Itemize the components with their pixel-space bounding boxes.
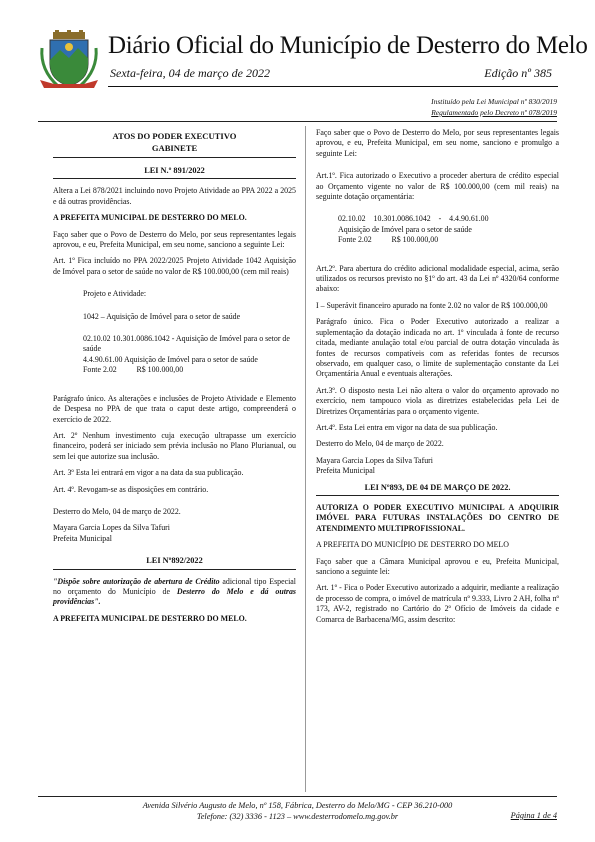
law-892-dotation-2: Aquisição de Imóvel para o setor de saúde — [338, 224, 472, 234]
law-892-ementa-c: Desterro do Melo e dá outras providências". — [53, 586, 296, 607]
law-891-place-date: Desterro do Melo, 04 de março de 2022. — [53, 506, 181, 516]
law-892-intro: Faço saber que o Povo de Desterro do Melo, por seus representantes legais aprovou, e eu, Prefeita Municipal, em seu nome, sanciono e promulgo a seguinte Lei: — [316, 128, 559, 158]
footer-contact[interactable]: Telefone: (32) 3336 - 1123 – www.desterrodomelo.mg.gov.br — [196, 812, 399, 821]
institution-decree: Regulamentado pelo Decreto nº 078/2019 — [431, 108, 557, 117]
content-top-divider — [38, 121, 557, 122]
left-column — [53, 128, 296, 630]
law-891-dotation-1: 02.10.02 10.301.0086.1042 - Aquisição de Imóvel para o setor de saúde — [83, 334, 290, 354]
law-892-prefeitura: A PREFEITA MUNICIPAL DE DESTERRO DO MELO. — [53, 613, 247, 623]
law-892-dotation-1: 02.10.02 10.301.0086.1042 - 4.4.90.61.00 — [338, 214, 489, 224]
law-892-title: LEI Nº892/2022 — [53, 556, 296, 569]
institution-law: Instituído pela Lei Municipal nº 830/2019 — [431, 97, 557, 106]
law-892-ementa-b: adicional tipo Especial no orçamento do Município de — [53, 576, 296, 596]
law-892-place-date: Desterro do Melo, 04 de março de 2022. — [316, 439, 444, 449]
law-892-ementa-a: "Dispõe sobre autorização de abertura de Crédito — [53, 576, 220, 586]
law-893-prefeitura: A PREFEITA DO MUNICÍPIO DE DESTERRO DO MELO — [316, 540, 509, 550]
law-891-art4: Art. 4º. Revogam-se as disposições em contrário. — [53, 484, 209, 494]
law-893-ementa: AUTORIZA O PODER EXECUTIVO MUNICIPAL A ADQUIRIR IMÓVEL PARA FUTURAS INSTALAÇÕES DO CENTRO DE ATENDIMENTO MULTIPROFISSIONAL. — [316, 502, 559, 533]
law-891-art1: Art. 1º Fica incluído no PPA 2022/2025 Projeto Atividade 1042 Aquisição de Imóvel para o setor de saúde no valor de R$ 100.000,00 (cem mil reais) — [53, 256, 296, 276]
right-column — [316, 128, 559, 631]
law-891-signatory: Mayara Garcia Lopes da Silva Tafuri — [53, 523, 170, 533]
law-892-signatory: Mayara Garcia Lopes da Silva Tafuri — [316, 455, 433, 465]
issue-edition: Edição nº 385 — [484, 66, 552, 80]
column-divider — [305, 126, 306, 792]
law-893-title: LEI Nº893, DE 04 DE MARÇO DE 2022. — [316, 483, 559, 496]
law-891-ementa: Altera a Lei 878/2021 incluindo novo Projeto Atividade ao PPA 2022 a 2025 e dá outras providências. — [53, 186, 296, 206]
header-divider — [108, 86, 558, 87]
municipal-coat-of-arms-icon — [38, 30, 100, 90]
law-892-art3: Art.3º. O disposto nesta Lei não altera o valor do orçamento aprovado no exercício, nem tampouco viola as diretrizes estabelecidas pela Lei de Diretrizes Orçamentárias para o orçamento vigente. — [316, 385, 559, 416]
law-892-signatory-role: Prefeita Municipal — [316, 466, 375, 476]
law-891-project-item: 1042 – Aquisição de Imóvel para o setor de saúde — [83, 311, 241, 321]
page-number: Página 1 de 4 — [510, 811, 557, 820]
law-892-art2-item: I – Superávit financeiro apurado na fonte 2.02 no valor de R$ 100.000,00 — [316, 300, 548, 310]
law-892-art2: Art.2º. Para abertura do crédito adicional modalidade especial, acima, serão utilizados os recursos previsto no §1º do art. 43 da Lei nº 4320/64 conforme abaixo: — [316, 263, 559, 294]
section-heading — [53, 130, 296, 158]
law-891-dotation-2: 4.4.90.61.00 Aquisição de Imóvel para o setor de saúde — [83, 354, 258, 364]
issue-date: Sexta-feira, 04 de março de 2022 — [110, 66, 270, 80]
law-892-paragraph: Parágrafo único. Fica o Poder Executivo autorizado a realizar a suplementação da dotação indicada no art. 1º vinculada à fonte de recurso citada, mediante anulação total e/ou parcial de outra dotação vinculada às fontes de recursos compatíveis com as referidas fontes de recursos observado, em qualquer caso, o limite de suplementação constante da Lei Orçamentária Anual e eventuais alterações. — [316, 317, 559, 379]
law-891-title: LEI N.º 891/2022 — [53, 166, 296, 179]
law-892-art4: Art.4º. Esta Lei entra em vigor na data de sua publicação. — [316, 422, 498, 432]
law-893-intro: Faço saber que a Câmara Municipal aprovou e eu, Prefeita Municipal, sanciono a seguinte lei: — [316, 556, 559, 576]
law-891-prefeitura: A PREFEITA MUNICIPAL DE DESTERRO DO MELO. — [53, 213, 247, 223]
law-892-ementa — [53, 577, 296, 608]
law-892-art1: Art.1º. Fica autorizado o Executivo a proceder abertura de crédito especial ao Orçamento vigente no valor de R$ 100.000,00 (cem mil reais) na seguinte dotação orçamentária: — [316, 171, 559, 202]
newspaper-title: Diário Oficial do Município de Desterro do Melo — [108, 32, 588, 59]
masthead — [38, 22, 588, 100]
page-footer — [38, 796, 557, 822]
law-891-art3: Art. 3º Esta lei entrará em vigor a na data da sua publicação. — [53, 468, 244, 478]
law-891-signatory-role: Prefeita Municipal — [53, 533, 112, 543]
section-title: ATOS DO PODER EXECUTIVO — [112, 131, 237, 141]
law-891-art2: Art. 2º Nenhum investimento cuja execução ultrapasse um exercício financeiro, poderá ser iniciado sem prévia inclusão no Plano Plurianual, ou sem lei que autorize sua inclusão. — [53, 430, 296, 461]
law-891-intro: Faço saber que o Povo de Desterro do Melo, por seus representantes legais aprovou, e eu, Prefeita Municipal, em seu nome, sanciono a seguinte Lei: — [53, 229, 296, 250]
footer-address: Avenida Silvério Augusto de Melo, nº 158, Fábrica, Desterro do Melo/MG - CEP 36.210-000 — [142, 801, 453, 810]
section-subtitle: GABINETE — [151, 143, 198, 153]
law-891-paragraph: Parágrafo único. As alterações e inclusões de Projeto Atividade e Elemento de Despesa no PPA de que trata o caput deste artigo, compreenderá o exercício de 2022. — [53, 393, 296, 424]
law-893-art1: Art. 1º - Fica o Poder Executivo autorizado a adquirir, mediante a realização de processo de compra, o imóvel de matrícula nº 9.333, Livro 2 AH, folha nº 173, AV-2, registrado no Cartório do 2º Ofício de Imóveis da cidade e Comarca de Barbacena/MG, assim descrito: — [316, 583, 559, 624]
institution-note — [431, 96, 557, 118]
law-891-project-heading: Projeto e Atividade: — [83, 289, 147, 299]
law-891-dotation-3: Fonte 2.02 R$ 100.000,00 — [83, 365, 184, 375]
law-892-dotation-3: Fonte 2.02 R$ 100.000,00 — [338, 235, 439, 245]
